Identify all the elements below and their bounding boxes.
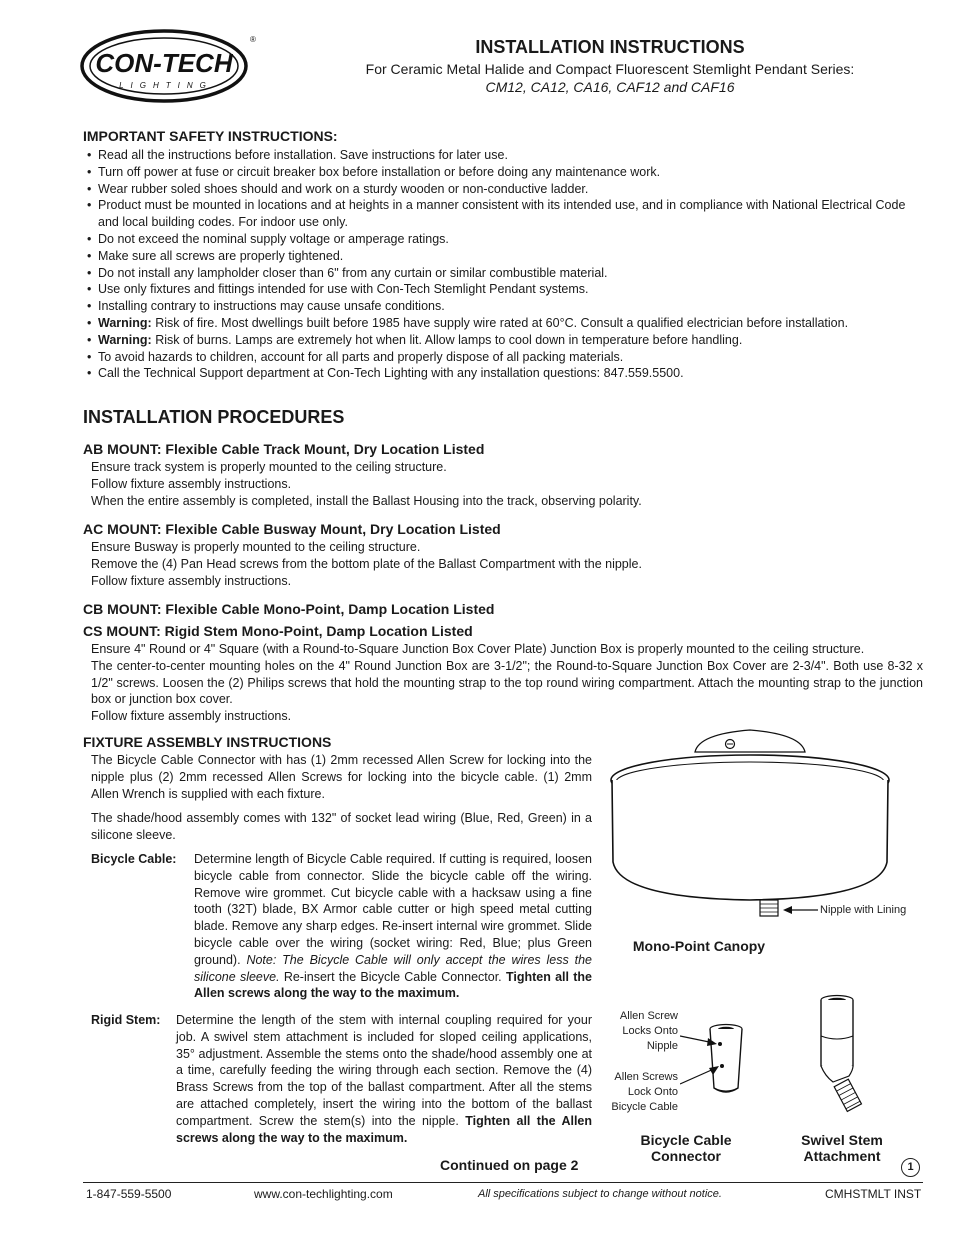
callout-line: Locks Onto [622,1025,678,1037]
ac-line: Remove the (4) Pan Head screws from the bottom plate of the Ballast Compartment with the nipple. [91,556,642,571]
con-tech-logo [80,28,258,104]
safety-item: • Call the Technical Support department at Con-Tech Lighting with any installation questions: 847.559.5500. [87,365,927,382]
logo-wordmark: CON-TECH [95,48,233,78]
ac-mount-text [91,539,923,589]
ab-line: Follow fixture assembly instructions. [91,476,292,491]
nipple-callout: Nipple with Lining [820,904,907,916]
assembly-paragraph-1: The Bicycle Cable Connector with has (1) 2mm recessed Allen Screw for locking into the nipple plus (2) 2mm recessed Allen Screws for locking into the bicycle cable. (1) 2mm Allen Wrench is supplied with each fixture. [91,753,592,801]
cs-mount-heading: CS MOUNT: Rigid Stem Mono-Point, Damp Location Listed [83,623,473,639]
callout-line: Allen Screws [614,1071,678,1083]
rigid-stem-text [176,1012,592,1146]
callout-line: Allen Screw [619,1010,678,1022]
safety-heading: IMPORTANT SAFETY INSTRUCTIONS: [83,128,338,144]
rigid-text: Determine the length of the stem with internal coupling required for your job. A swivel stem attachment is included for sloped ceiling applications, 35° adjustment. Assemble the stems onto the shade/hood assembly one at a time, carefully feeding the wiring through each section. Remove the (4) Brass Screws from the top of the ballast compartment. After all the stems are attached completely, insert the wiring into the bottom of the ballast compartment. Screw the stem(s) into the nipple. [176,1013,592,1128]
footer-phone: 1-847-559-5500 [86,1187,172,1201]
assembly-paragraph-2: The shade/hood assembly comes with 132" of socket lead wiring (Blue, Red, Green) in a silicone sleeve. [91,811,592,842]
label-line: Swivel Stem [801,1132,883,1148]
callout-line: Nipple [646,1040,678,1052]
callout-line: Lock Onto [627,1086,678,1098]
cs-mount-text [91,641,923,725]
safety-item: • Do not exceed the nominal supply voltage or amperage ratings. [87,231,927,248]
safety-item: • Do not install any lampholder closer than 6" from any curtain or similar combustible material. [87,265,927,282]
safety-item-warning [87,332,927,349]
series-list: CM12, CA12, CA16, CAF12 and CAF16 [485,79,735,95]
document-subtitle: For Ceramic Metal Halide and Compact Fluorescent Stemlight Pendant Series: [365,61,855,77]
safety-item: • Product must be mounted in locations and at heights in a manner consistent with its intended use, and in compliance with National Electrical Code and local building codes. For indoor use only. [87,197,927,231]
assembly-heading: FIXTURE ASSEMBLY INSTRUCTIONS [83,734,332,750]
ab-mount-text [91,459,923,509]
safety-item: • To avoid hazards to children, account for all parts and properly dispose of all packing materials. [87,349,927,366]
warning-label: Warning: [98,332,152,347]
bicycle-text-2: Re-insert the Bicycle Cable Connector. [283,969,502,984]
procedures-heading: INSTALLATION PROCEDURES [83,407,345,427]
cs-line: Follow fixture assembly instructions. [91,709,292,724]
ab-mount-heading: AB MOUNT: Flexible Cable Track Mount, Dry Location Listed [83,441,485,457]
rigid-tighten: Tighten all the Allen screws along the way to the maximum. [176,1113,592,1145]
allen-screw-nipple-callout [600,1009,678,1054]
bicycle-cable-connector-label [624,1132,748,1164]
label-line: Connector [651,1148,721,1164]
safety-item: • Turn off power at fuse or circuit breaker box before installation or before doing any maintenance work. [87,164,927,181]
callout-line: Bicycle Cable [611,1101,678,1113]
safety-item: • Installing contrary to instructions may cause unsafe conditions. [87,298,927,315]
ac-mount-heading: AC MOUNT: Flexible Cable Busway Mount, Dry Location Listed [83,521,501,537]
bicycle-cable-connector-figure [680,1016,780,1106]
bicycle-cable-text [194,851,592,1002]
safety-item: • Use only fixtures and fittings intended for use with Con-Tech Stemlight Pendant systems. [87,281,927,298]
swivel-stem-figure [805,990,885,1120]
warning-text: Risk of fire. Most dwellings built before 1985 have supply wire rated at 60°C. Consult a qualified electrician before installation. [155,315,849,330]
cb-mount-heading: CB MOUNT: Flexible Cable Mono-Point, Damp Location Listed [83,601,495,617]
document-title: INSTALLATION INSTRUCTIONS [475,37,745,57]
safety-item: • Read all the instructions before installation. Save instructions for later use. [87,147,927,164]
label-line: Attachment [803,1148,881,1164]
cs-line: Ensure 4" Round or 4" Square (with a Round-to-Square Junction Box Cover Plate) Junction Box is properly mounted to the ceiling structure. [91,642,865,656]
bicycle-note: Note: The Bicycle Cable will only accept the wires less the silicone sleeve. [194,952,592,984]
bicycle-tighten: Tighten all the Allen screws along the way to the maximum. [194,969,593,1001]
safety-list [87,147,927,382]
ac-line: Follow fixture assembly instructions. [91,573,292,588]
warning-text: Risk of burns. Lamps are extremely hot when lit. Allow lamps to cool down in temperature before handling. [155,332,743,347]
footer-doc-code: CMHSTMLT INST [825,1187,922,1201]
footer-website: www.con-techlighting.com [254,1187,393,1201]
continued-note: Continued on page 2 [440,1157,579,1173]
ac-line: Ensure Busway is properly mounted to the ceiling structure. [91,540,421,554]
mono-point-canopy-figure [600,722,930,927]
warning-label: Warning: [98,315,152,330]
rigid-stem-label: Rigid Stem: [91,1013,161,1027]
bicycle-cable-label: Bicycle Cable: [91,852,177,866]
safety-item: • Wear rubber soled shoes should and work on a sturdy wooden or non-conductive ladder. [87,181,927,198]
logo-subtitle: LIGHTING [119,81,213,90]
allen-screws-cable-callout [598,1070,678,1115]
footer-rule [83,1182,923,1183]
ab-line: Ensure track system is properly mounted to the ceiling structure. [91,460,447,474]
label-line: Bicycle Cable [640,1132,732,1148]
swivel-stem-label [786,1132,898,1164]
safety-item-warning [87,315,927,332]
footer-notice: All specifications subject to change without notice. [478,1188,722,1200]
registered-mark: ® [250,35,256,44]
ab-line: When the entire assembly is completed, install the Ballast Housing into the track, observing polarity. [91,493,642,508]
bicycle-text: Determine length of Bicycle Cable required. If cutting is required, loosen bicycle cable from connector. Slide the bicycle cable off the wiring. Remove wire grommet. Cut bicycle cable with a hacksaw using a fine tooth (32T) blade, BX Armor cable cutter or high speed metal cutting blade. Remove any sharp edges. Re-insert internal wire grommet. Slide bicycle cable over the wiring (socket wiring: Red, Blue; plus Green ground). [194,852,592,967]
page-number: 1 [901,1158,920,1177]
mono-point-canopy-label: Mono-Point Canopy [632,938,766,954]
cs-paragraph: The center-to-center mounting holes on the 4" Round Junction Box are 3-1/2"; the Round-to-Square Junction Box Cover are 2-3/4". Both use 8-32 x 1/2" screws. Loosen the (2) Philips screws that hold the mounting strap to the top round wiring compartment. Attach the mounting strap to the junction box or junction box cover. [91,658,923,707]
safety-item: • Make sure all screws are properly tightened. [87,248,927,265]
